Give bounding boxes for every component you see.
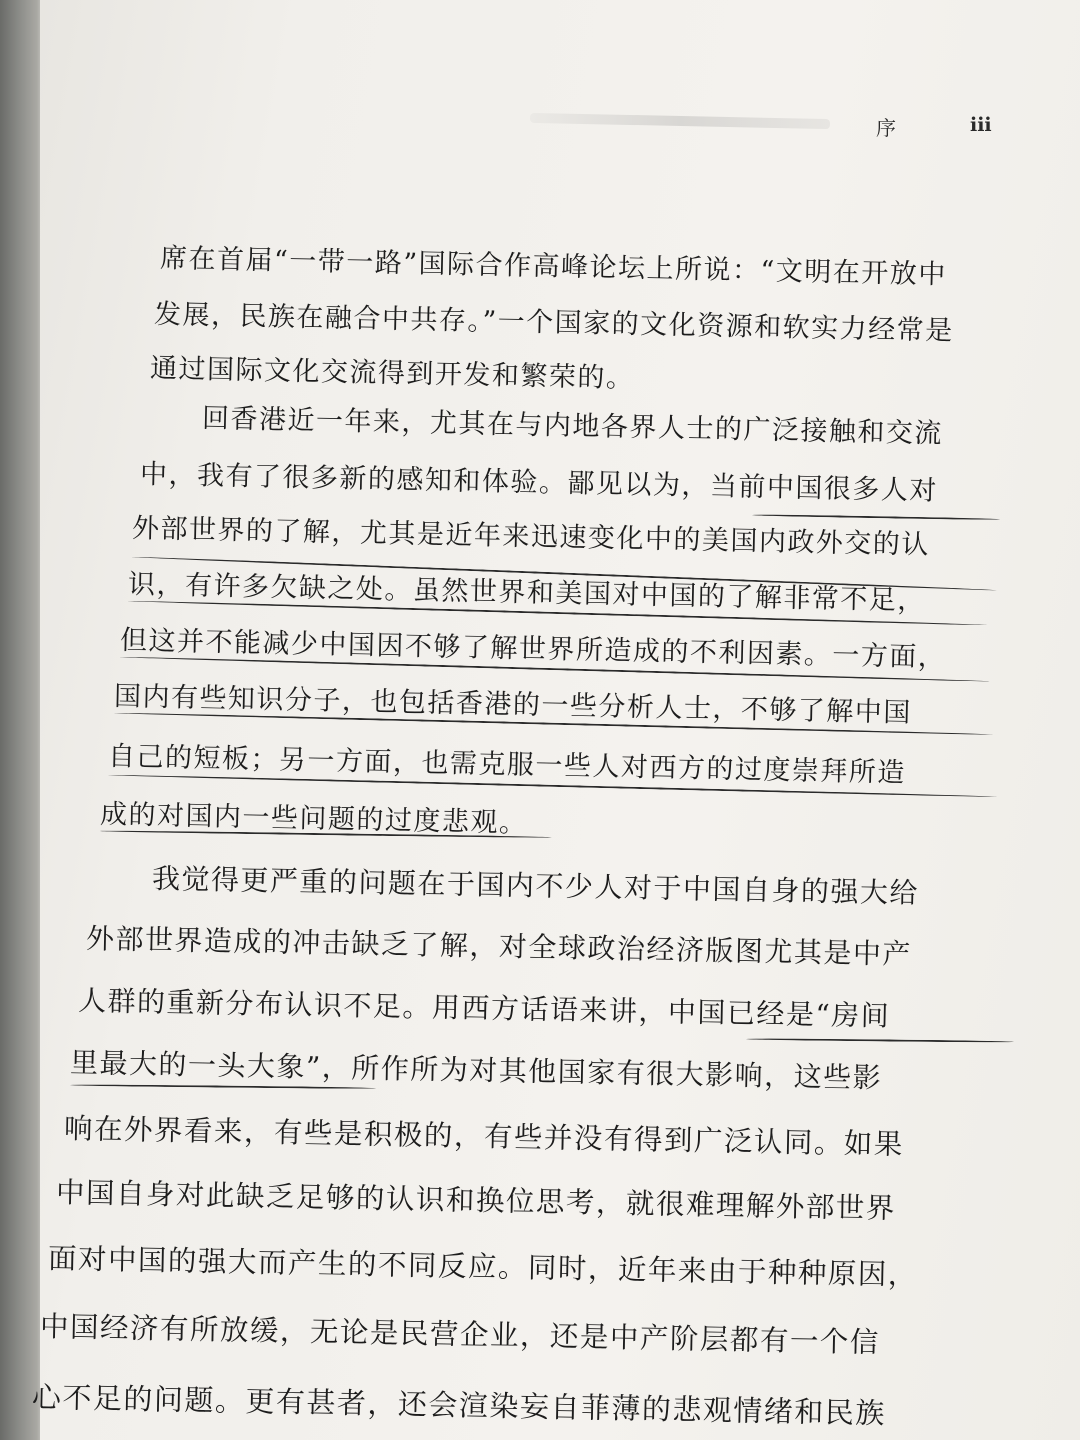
text-line: 回香港近一年来，尤其在与内地各界人士的广泛接触和交流 [201,403,944,450]
text-line: 响在外界看来，有些是积极的，有些并没有得到广泛认同。如果 [63,1112,905,1162]
text-line: 外部世界造成的冲击缺乏了解，对全球政治经济版图尤其是中产 [85,922,913,971]
text-line: 发展，民族在融合中共存。”一个国家的文化资源和软实力经常是 [153,299,954,347]
text-line: 成的对国内一些问题的过度悲观。 [99,799,528,839]
book-page [31,0,1080,1440]
text-line: 但这并不能减少中国因不够了解世界所造成的不利因素。一方面， [119,625,947,674]
text-line: 我觉得更严重的问题在于国内不少人对于中国自身的强大给 [151,862,920,910]
text-line: 外部世界的了解，尤其是近年来迅速变化中的美国内政外交的认 [131,513,931,561]
text-line: 中国经济有所放缓，无论是民营企业，还是中产阶层都有一个信 [39,1310,881,1360]
text-line: 人群的重新分布认识不足。用西方话语来讲，中国已经是“房间 [77,984,891,1033]
text-line: 面对中国的强大而产生的不同反应。同时，近年来由于种种原因， [47,1242,919,1292]
text-line: 中国自身对此缺乏足够的认识和换位思考，就很难理解外部世界 [55,1176,897,1226]
text-line: 国内有些知识分子，也包括香港的一些分析人士，不够了解中国 [113,681,913,729]
text-line: 识，有许多欠缺之处。虽然世界和美国对中国的了解非常不足， [127,569,927,617]
section-title: 序 [876,116,898,140]
text-line: 席在首届“一带一路”国际合作高峰论坛上所说：“文明在开放中 [159,243,948,291]
body-text [31,0,1080,1440]
text-line: 心不足的问题。更有甚者，还会渲染妄自菲薄的悲观情绪和民族 [31,1380,887,1431]
page-number: iii [970,114,992,136]
text-line: 通过国际文化交流得到开发和繁荣的。 [149,353,635,395]
text-line: 中，我有了很多新的感知和体验。鄙见以为，当前中国很多人对 [139,459,939,507]
text-line: 里最大的一头大象”，所作所为对其他国家有很大影响，这些影 [69,1046,883,1095]
text-line: 自己的短板；另一方面，也需克服一些人对西方的过度崇拜所造 [107,741,907,789]
